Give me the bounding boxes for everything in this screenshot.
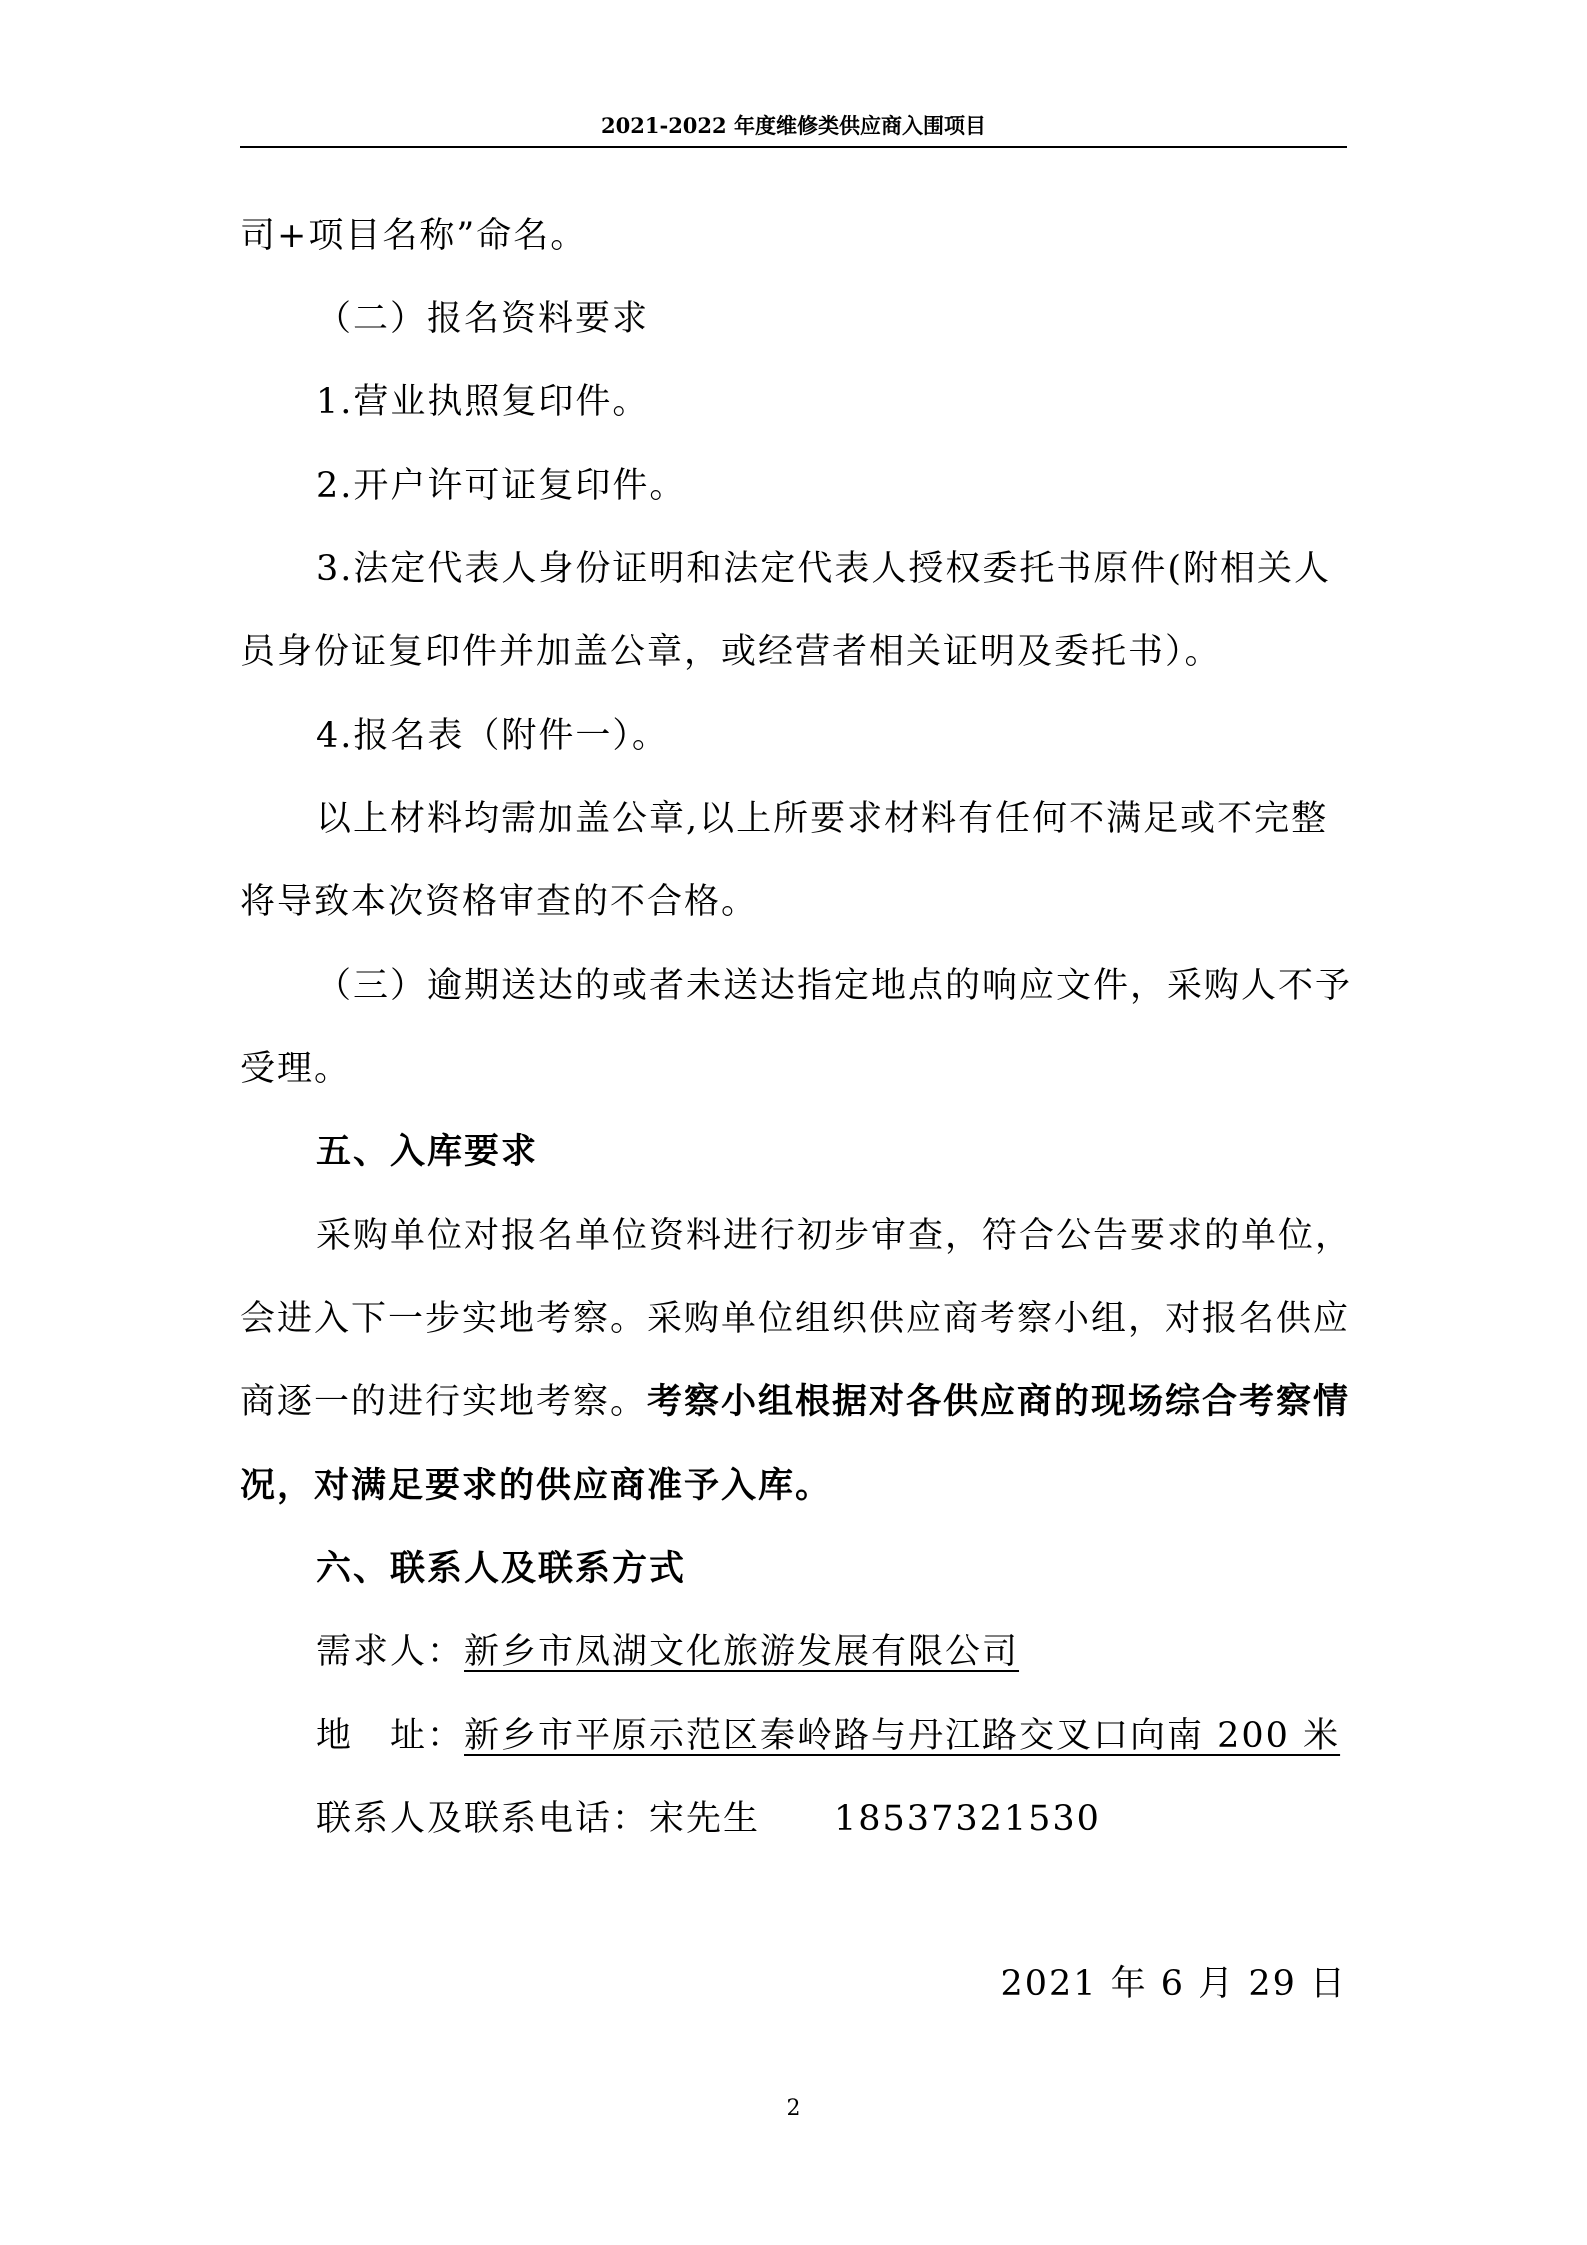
paragraph-line (240, 1378, 1351, 1426)
list-item: 4.报名表（附件一）。 (316, 716, 669, 756)
paragraph-line: 会进入下一步实地考察。采购单位组织供应商考察小组，对报名供应 (240, 1299, 1351, 1339)
page-header-title: 2021-2022 年度维修类供应商入围项目 (601, 113, 986, 138)
address-line (316, 1712, 1423, 1760)
paragraph-line: 员身份证复印件并加盖公章，或经营者相关证明及委托书）。 (240, 632, 1222, 672)
subsection-heading: （三）逾期送达的或者未送达指定地点的响应文件，采购人不予 (316, 966, 1353, 1006)
paragraph-line: 况，对满足要求的供应商准予入库。 (240, 1465, 833, 1506)
section-heading: 五、入库要求 (316, 1131, 539, 1172)
paragraph-line: 司+项目名称”命名。 (240, 216, 588, 256)
address-label: 地 址： (316, 1716, 465, 1756)
requester-line (316, 1628, 1423, 1676)
requester-label: 需求人： (316, 1632, 465, 1672)
list-item: 3.法定代表人身份证明和法定代表人授权委托书原件(附相关人 (316, 549, 1332, 589)
bold-text: 考察小组根据对各供应商的现场综合考察情 (647, 1381, 1351, 1422)
paragraph-line: 将导致本次资格审查的不合格。 (240, 882, 759, 922)
document-date: 2021 年 6 月 29 日 (1000, 1964, 1347, 2004)
address-value: 新乡市平原示范区秦岭路与丹江路交叉口向南 200 米 (464, 1716, 1341, 1756)
paragraph-line: 以上材料均需加盖公章,以上所要求材料有任何不满足或不完整 (316, 799, 1329, 839)
list-item: 1.营业执照复印件。 (316, 382, 650, 422)
subsection-heading: （二）报名资料要求 (316, 299, 650, 339)
page-number: 2 (786, 2096, 801, 2121)
requester-value: 新乡市凤湖文化旅游发展有限公司 (464, 1632, 1020, 1672)
list-item: 2.开户许可证复印件。 (316, 466, 687, 506)
contact-line: 联系人及联系电话：宋先生 18537321530 (316, 1799, 1101, 1839)
paragraph-text: 商逐一的进行实地考察。 (240, 1382, 648, 1422)
paragraph-line: 受理。 (240, 1049, 352, 1089)
header-divider (240, 146, 1347, 148)
section-heading: 六、联系人及联系方式 (316, 1548, 687, 1589)
paragraph-line: 采购单位对报名单位资料进行初步审查，符合公告要求的单位， (316, 1216, 1353, 1256)
